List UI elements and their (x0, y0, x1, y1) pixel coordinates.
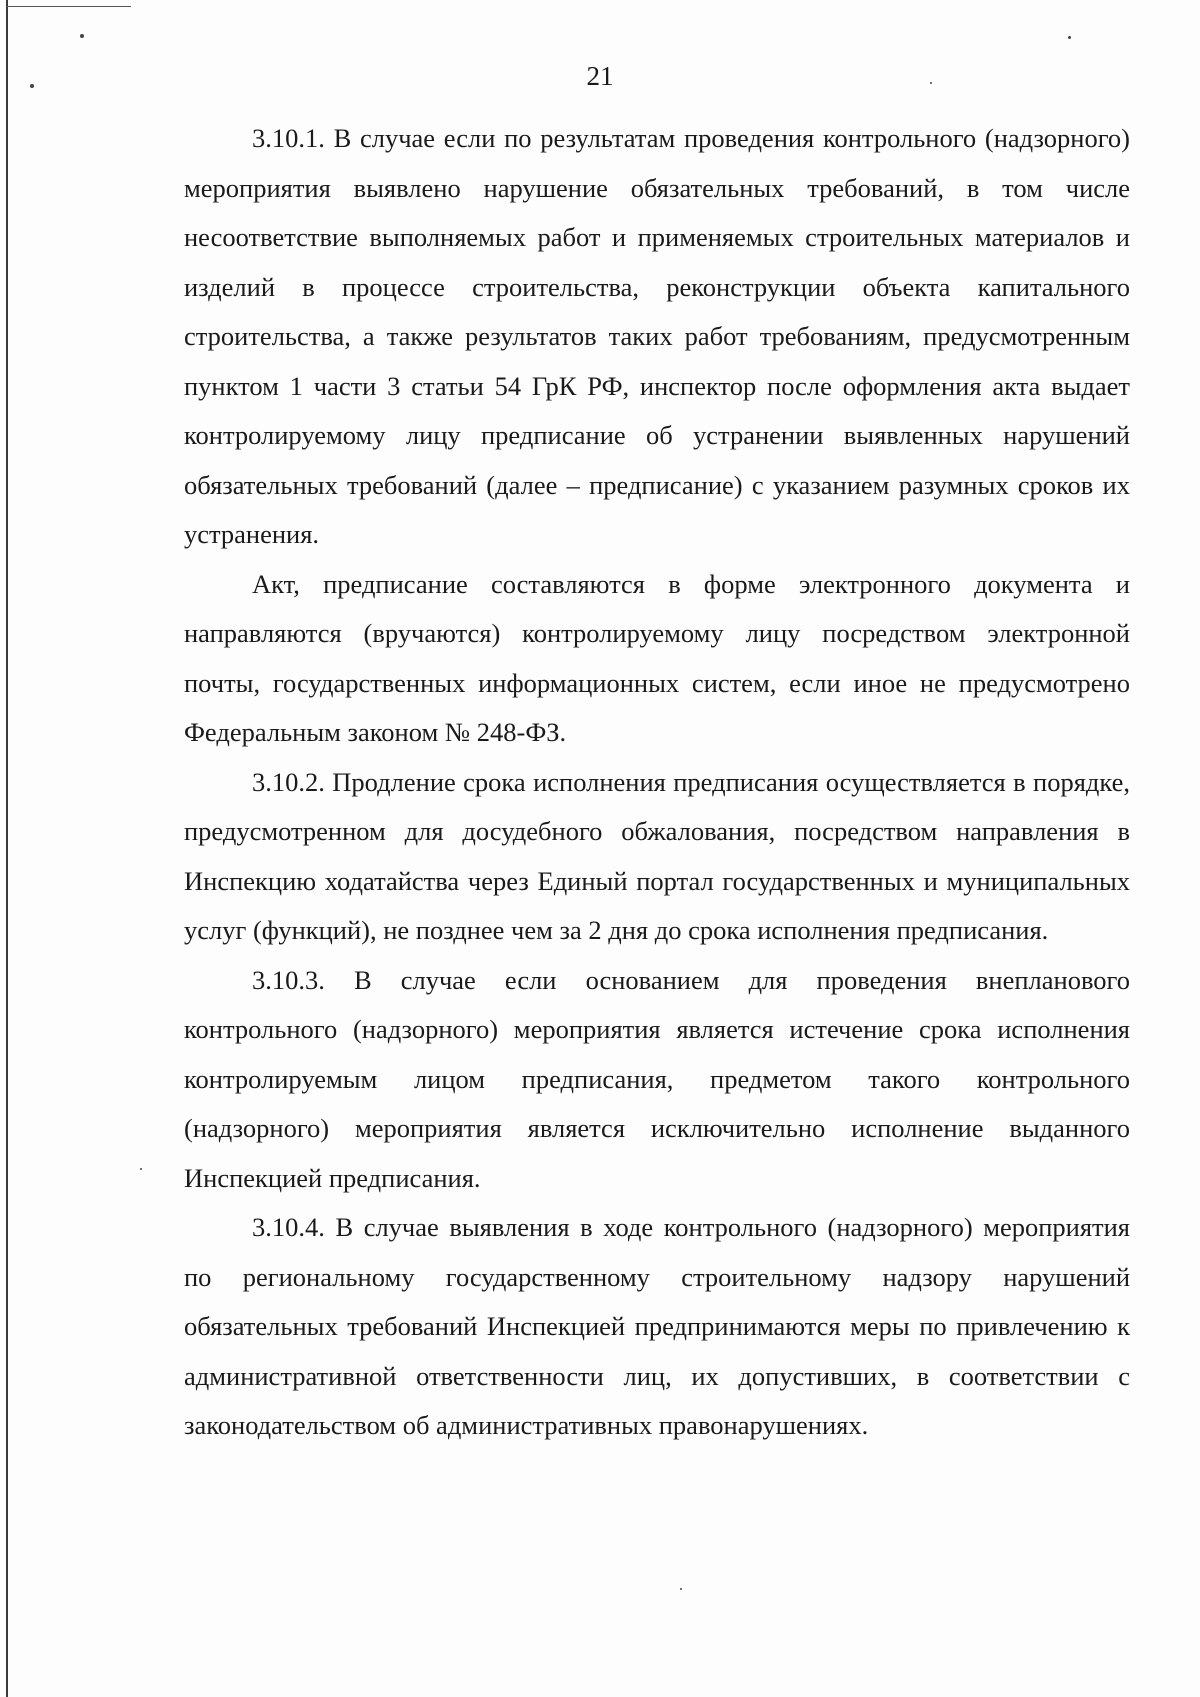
document-body (184, 114, 1130, 1451)
paragraph-3-10-4: 3.10.4. В случае выявления в ходе контрольного (надзорного) мероприятия по региональному государственному строительному надзору нарушений обязательных требований Инспекцией предпринимаются меры по привлечению к административной ответственности лиц, их допустивших, в соответствии с законодательством об административных правонарушениях. (184, 1212, 1130, 1440)
scan-speck (1068, 36, 1071, 39)
page-number: 21 (586, 61, 614, 91)
paragraph-3-10-3: 3.10.3. В случае если основанием для проведения внепланового контрольного (надзорного) мероприятия является истечение срока исполнения контролируемым лицом предписания, предметом такого контрольного (надзорного) мероприятия является исключительно исполнение выданного Инспекцией предписания. (184, 964, 1130, 1193)
paragraph-3-10-1: 3.10.1. В случае если по результатам проведения контрольного (надзорного) мероприятия выявлено нарушение обязательных требований, в том числе несоответствие выполняемых работ и применяемых строительных материалов и изделий в процессе строительства, реконструкции объекта капитального строительства, а также результатов таких работ требованиям, предусмотренным пунктом 1 части 3 статьи 54 ГрК РФ, инспектор после оформления акта выдает контролируемому лицу предписание об устранении выявленных нарушений обязательных требований (далее – предписание) с указанием разумных сроков их устранения. (184, 123, 1130, 549)
scan-speck (140, 1168, 142, 1170)
scan-edge-top (6, 6, 131, 7)
paragraph-act-prescription: Акт, предписание составляются в форме электронного документа и направляются (вручаются) контролируемому лицу посредством электронной почты, государственных информационных систем, если иное не предусмотрено Федеральным законом № 248-ФЗ. (184, 568, 1130, 747)
scan-edge-left (6, 0, 8, 1697)
paragraph-3-10-2: 3.10.2. Продление срока исполнения предписания осуществляется в порядке, предусмотренном для досудебного обжалования, посредством направления в Инспекцию ходатайства через Единый портал государственных и муниципальных услуг (функций), не позднее чем за 2 дня до срока исполнения предписания. (184, 766, 1130, 945)
scan-speck (80, 34, 84, 38)
scan-speck (680, 1588, 682, 1590)
